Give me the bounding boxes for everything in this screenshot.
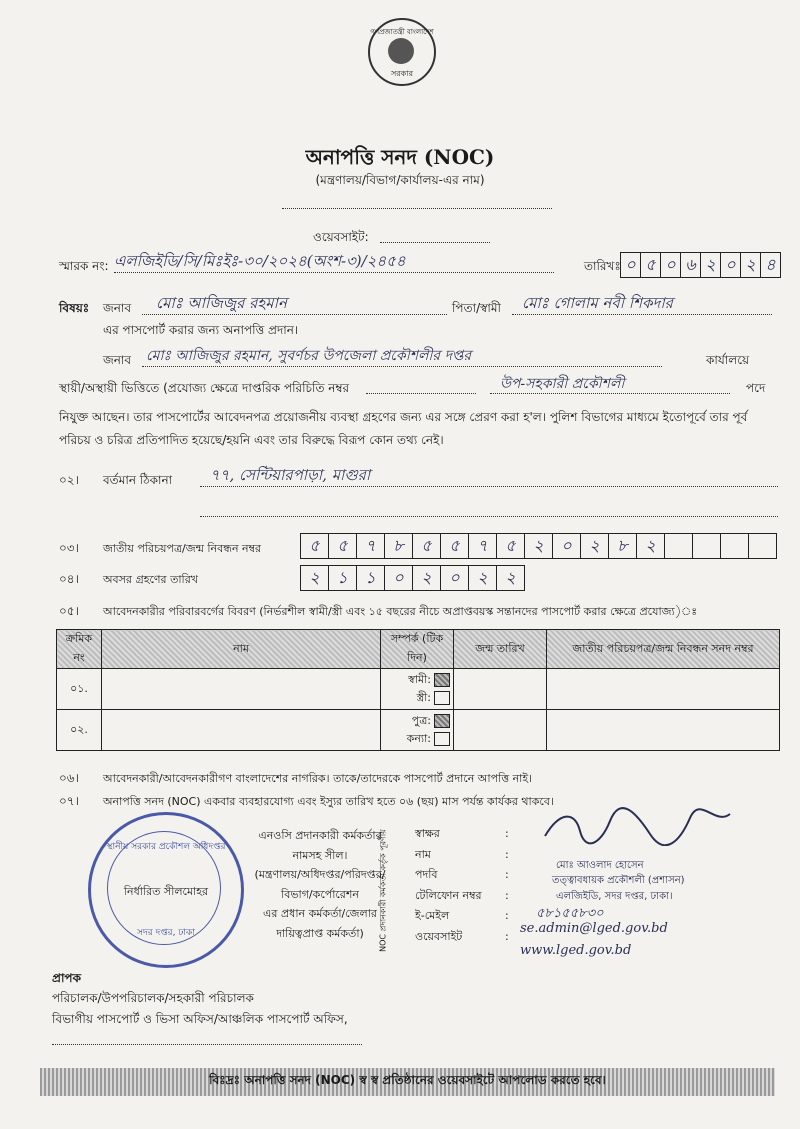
nid-digit: ৫ <box>497 534 525 558</box>
nid-digit <box>693 534 721 558</box>
nid-digit <box>721 534 749 558</box>
seal-ring-text: স্থানীয় সরকার প্রকৌশল অধিদপ্তর <box>106 842 226 852</box>
item02-number: ০২। <box>59 473 79 487</box>
retirement-digit: ১ <box>329 566 357 590</box>
address-line <box>200 486 778 487</box>
item06-text: আবেদনকারী/আবেদনকারীগণ বাংলাদেশের নাগরিক। তাকে/তাদেরকে পাসপোর্ট প্রদানে আপত্তি নাই। <box>103 772 533 785</box>
body-paragraph: নিযুক্ত আছেন। তার পাসপোর্টের আবেদনপত্র প্রয়োজনীয় ব্যবস্থা গ্রহণের জন্য এর সঙ্গে প্রেরণ করা হ'ল। পুলিশ বিভাগের মাধ্যমে ইতোপূর্বে তার পূর্ব পরিচয় ও চরিত্র প্রতিপাদিত হয়েছে/হয়নি এবং তার বিরুদ্ধে বিরূপ কোন তথ্য নেই। <box>59 410 748 447</box>
col-serial: ক্রমিক নং <box>57 630 102 669</box>
date-digit: ০ <box>661 253 681 277</box>
row-relation <box>381 669 454 710</box>
nid-digit: ২ <box>581 534 609 558</box>
daughter-checkbox[interactable] <box>434 732 450 746</box>
row-dob <box>454 710 547 751</box>
date-digit: ৪ <box>765 254 776 274</box>
recipient-office-line <box>52 1044 362 1045</box>
office-label: কার্যালয়ে <box>706 353 750 367</box>
applicant-office: মোঃ আজিজুর রহমান, সুবর্ণচর উপজেলা প্রকৌশলীর দপ্তর <box>146 348 472 364</box>
issuer-line: দায়িত্বপ্রাপ্ত কর্মকর্তা) <box>276 926 364 940</box>
item05-number: ০৫। <box>59 604 79 618</box>
issuer-line: নামসহ সীল। <box>292 848 348 862</box>
designation: উপ-সহকারী প্রকৌশলী <box>500 376 625 392</box>
address-value: ৭৭, সেন্টিয়ারপাড়া, মাগুরা <box>210 466 371 484</box>
table-row <box>57 710 780 751</box>
recipient-line2: বিভাগীয় পাসপোর্ট ও ভিসা অফিস/আঞ্চলিক পাসপোর্ট অফিস, <box>52 1012 348 1026</box>
office-line <box>142 366 662 367</box>
item07-number: ০৭। <box>59 794 79 808</box>
email-label: ই-মেইল <box>415 909 450 922</box>
retirement-digit: ২ <box>469 566 497 590</box>
row-nid <box>547 710 780 751</box>
nid-digit: ২ <box>637 534 665 558</box>
retirement-digit: ১ <box>357 566 385 590</box>
issuer-vertical-label: NOC প্রদানকারী কর্মকর্তা কর্তৃক পূরণীয় <box>378 829 388 952</box>
date-label: তারিখঃ <box>584 259 621 273</box>
footer-text: বিঃদ্রঃ অনাপত্তি সনদ (NOC) স্ব স্ব প্রতিষ্ঠানের ওয়েবসাইটে আপলোড করতে হবে। <box>209 1073 606 1087</box>
date-digit: ০ <box>721 253 741 277</box>
nid-digit: ০ <box>553 534 581 558</box>
row-dob <box>454 669 547 710</box>
father-line <box>512 314 772 315</box>
page-subtitle: (মন্ত্রণালয়/বিভাগ/কার্যালয়-এর নাম) <box>315 173 485 187</box>
nid-digit: ৫ <box>441 534 469 558</box>
sig-label: স্বাক্ষর <box>415 827 440 840</box>
date-digit: ৬ <box>681 253 701 277</box>
wife-checkbox[interactable] <box>434 691 450 705</box>
subject-name-line <box>142 314 447 315</box>
rel-son-label: পুত্র: <box>411 714 431 727</box>
website-label: ওয়েবসাইট: <box>313 230 369 244</box>
subject-line2: এর পাসপোর্ট করার জন্য অনাপত্তি প্রদান। <box>103 323 299 337</box>
row-nid <box>547 669 780 710</box>
officer-post: তত্ত্বাবধায়ক প্রকৌশলী (প্রশাসন) <box>552 875 685 886</box>
government-emblem <box>368 18 436 86</box>
office-seal <box>88 812 244 968</box>
address-line-2 <box>200 516 778 517</box>
subject-janab-label: জনাব <box>103 301 132 315</box>
family-label: আবেদনকারীর পরিবারবর্গের বিবরণ (নির্ভরশীল স্বামী/স্ত্রী এবং ১৫ বছরের নীচে অপ্রাপ্তবয়স্ক সন্তানদের পাসপোর্ট করার ক্ষেত্রে প্রযোজ্য)ঃ <box>103 605 698 618</box>
father-label: পিতা/স্বামী <box>452 301 501 315</box>
applicant-name: মোঃ আজিজুর রহমান <box>156 294 287 312</box>
nid-digit <box>749 534 776 558</box>
signature-fields <box>415 824 482 947</box>
phone-label: টেলিফোন নম্বর <box>415 888 482 902</box>
retirement-digit: ০ <box>441 566 469 590</box>
issuer-line: বিভাগ/কর্পোরেশন <box>281 887 359 901</box>
website-value: www.lged.gov.bd <box>520 943 632 958</box>
web-label: ওয়েবসাইট <box>415 929 463 943</box>
name-label: নাম <box>415 847 431 861</box>
issuer-block <box>240 826 400 943</box>
row-name <box>102 710 381 751</box>
emblem-icon <box>388 38 414 64</box>
address-label: বর্তমান ঠিকানা <box>103 473 173 487</box>
father-name: মোঃ গোলাম নবী শিকদার <box>522 294 673 312</box>
nid-label: জাতীয় পরিচয়পত্র/জন্ম নিবন্ধন নম্বর <box>103 542 262 555</box>
table-row <box>57 669 780 710</box>
emblem-top-text: গণপ্রজাতন্ত্রী বাংলাদেশ <box>370 28 434 36</box>
nid-digit: ৮ <box>385 534 413 558</box>
body-line2: স্থায়ী/অস্থায়ী ভিত্তিতে (প্রযোজ্য ক্ষেত্রে দাপ্তরিক পরিচিতি নম্বর <box>59 381 350 395</box>
item03-number: ০৩। <box>59 541 79 555</box>
nid-digit: ৭ <box>469 534 497 558</box>
issuer-line: এর প্রধান কর্মকর্তা/জেলার <box>263 907 377 920</box>
office-name-line <box>282 208 552 209</box>
col-relation: সম্পর্ক (টিক দিন) <box>381 630 454 669</box>
nid-digit: ৭ <box>357 534 385 558</box>
issuer-line: (মন্ত্রণালয়/অধিদপ্তর/পরিদপ্তর/ <box>254 868 386 881</box>
husband-checkbox[interactable] <box>434 673 450 687</box>
recipient-line1: পরিচালক/উপপরিচালক/সহকারী পরিচালক <box>52 991 254 1005</box>
nid-digit: ২ <box>525 534 553 558</box>
col-nid: জাতীয় পরিচয়পত্র/জন্ম নিবন্ধন সনদ নম্বর <box>547 630 780 669</box>
officer-org: এলজিইডি, সদর দপ্তর, ঢাকা। <box>556 891 673 902</box>
phone-value: ৫৮১৫৫৮৩০ <box>536 906 604 921</box>
page-title: অনাপত্তি সনদ (NOC) <box>305 145 495 169</box>
retirement-digit: ০ <box>385 566 413 590</box>
rel-daughter-label: কন্যা: <box>406 732 431 745</box>
footer-note <box>40 1068 775 1096</box>
seal-inner-text: নির্ধারিত সীলমোহর <box>123 885 209 898</box>
post-label: পদে <box>746 381 766 395</box>
rel-husband-label: স্বামী: <box>408 673 431 686</box>
nid-digit: ৫ <box>413 534 441 558</box>
email-value: se.admin@lged.gov.bd <box>520 921 668 936</box>
date-digit: ২ <box>741 253 761 277</box>
row-serial: ০২. <box>57 710 102 751</box>
item06-number: ০৬। <box>59 771 79 785</box>
body-janab-label: জনাব <box>103 353 132 367</box>
memo-number: এলজিইডি/সি/মিঃইঃ-৩০/২০২৪(অংশ-৩)/২৪৫৪ <box>114 252 406 270</box>
official-id-line <box>366 393 476 394</box>
retirement-boxes <box>300 565 525 591</box>
memo-line <box>114 272 554 273</box>
col-dob: জন্ম তারিখ <box>454 630 547 669</box>
row-relation <box>381 710 454 751</box>
post-label: পদবি <box>415 868 438 881</box>
signature-scribble <box>540 806 740 846</box>
officer-name: মোঃ আওলাদ হোসেন <box>556 860 644 871</box>
memo-label: স্মারক নং: <box>59 259 109 273</box>
subject-label: বিষয়ঃ <box>59 301 90 315</box>
family-table <box>56 629 780 751</box>
nid-digit: ৫ <box>329 534 357 558</box>
issuer-line: এনওসি প্রদানকারী কর্মকর্তার <box>258 829 382 842</box>
date-digit: ০ <box>621 253 641 277</box>
colon-column: : : : : : : <box>505 827 509 943</box>
retirement-digit: ২ <box>301 566 329 590</box>
item07-text: অনাপত্তি সনদ (NOC) একবার ব্যবহারযোগ্য এবং ইস্যুর তারিখ হতে ০৬ (ছয়) মাস পর্যন্ত কার্যকর থাকবে। <box>103 795 554 808</box>
table-header-row <box>57 630 780 669</box>
seal-center-text: সদর দপ্তর, ঢাকা <box>137 928 195 938</box>
row-serial: ০১. <box>57 669 102 710</box>
retirement-digit: ২ <box>505 567 516 587</box>
emblem-bottom-text: সরকার <box>390 69 413 78</box>
son-checkbox[interactable] <box>434 714 450 728</box>
retirement-digit: ২ <box>413 566 441 590</box>
row-name <box>102 669 381 710</box>
date-boxes <box>620 252 781 278</box>
date-digit: ২ <box>701 253 721 277</box>
rel-wife-label: স্ত্রী: <box>416 691 431 704</box>
website-line <box>380 242 490 243</box>
retirement-label: অবসর গ্রহণের তারিখ <box>103 573 198 586</box>
recipient-label: প্রাপক <box>52 971 81 985</box>
date-digit: ৫ <box>641 253 661 277</box>
designation-line <box>490 393 730 394</box>
nid-boxes <box>300 533 777 559</box>
item04-number: ০৪। <box>59 572 79 586</box>
col-name: নাম <box>102 630 381 669</box>
nid-digit: ৫ <box>301 534 329 558</box>
nid-digit: ৮ <box>609 534 637 558</box>
nid-digit <box>665 534 693 558</box>
